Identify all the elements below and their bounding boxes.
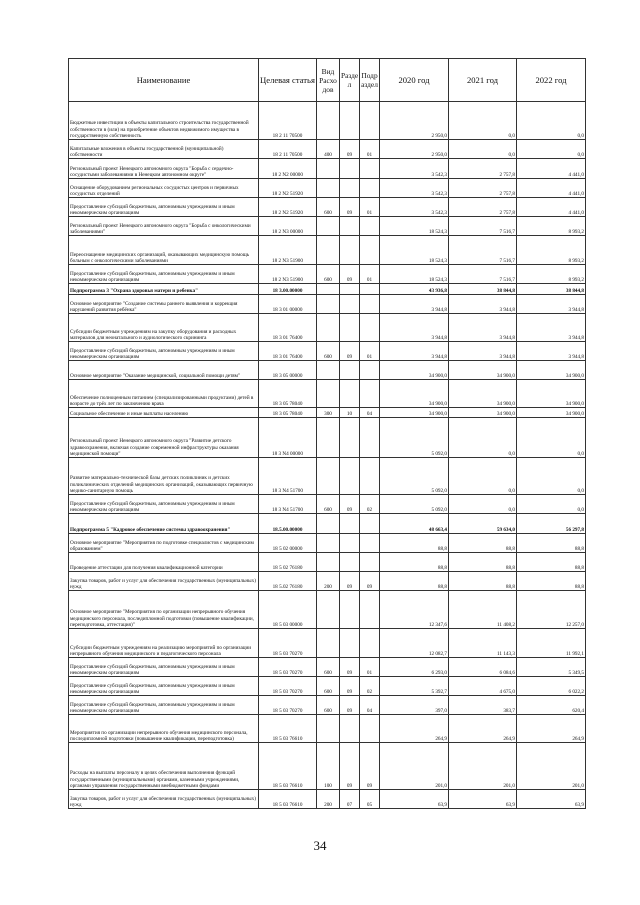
table-row	[69, 572, 586, 591]
row-value-2020: 201,0	[380, 743, 449, 790]
row-target-article: 18 3 N4 51700	[259, 495, 317, 514]
table-row	[69, 495, 586, 514]
table-row	[69, 790, 586, 809]
row-value-2020: 18 524,3	[380, 217, 449, 236]
row-value-2021: 7 516,7	[449, 236, 517, 265]
row-target-article: 18 5 03 76610	[259, 790, 317, 809]
table-row	[69, 696, 586, 715]
row-value-2021: 0,0	[449, 418, 517, 458]
row-value-2020: 3 944,8	[380, 314, 449, 342]
row-target-article: 18.5.00.00000	[259, 514, 317, 534]
row-value-2022: 8 993,2	[517, 236, 586, 265]
row-subsection	[360, 715, 380, 743]
row-expense-type: 200	[317, 572, 340, 591]
row-value-2022: 3 944,8	[517, 314, 586, 342]
row-value-2020: 34 900,0	[380, 408, 449, 418]
table-row	[69, 658, 586, 677]
header-subsection: Подр аздел	[360, 59, 380, 102]
row-expense-type	[317, 629, 340, 658]
table-row	[69, 715, 586, 743]
row-value-2021: 0,0	[449, 140, 517, 159]
row-target-article: 18 3 05 78040	[259, 380, 317, 408]
row-value-2022: 0,0	[517, 418, 586, 458]
row-subsection	[360, 553, 380, 572]
table-row	[69, 102, 586, 140]
row-name: Субсидии бюджетным учреждениям на реализацию мероприятий по организации непрерывного обучения медицинского и педагогического персонала	[69, 629, 259, 658]
row-section: 09	[340, 495, 360, 514]
row-value-2021: 59 634,0	[449, 514, 517, 534]
row-subsection: 05	[360, 790, 380, 809]
row-target-article: 18 2 N2 00000	[259, 159, 317, 179]
row-target-article: 18 5 03 76610	[259, 715, 317, 743]
row-subsection: 04	[360, 408, 380, 418]
row-target-article: 18 5 02 00000	[259, 534, 317, 553]
budget-table	[68, 58, 586, 809]
row-value-2021: 3 944,8	[449, 342, 517, 361]
row-value-2022: 201,0	[517, 743, 586, 790]
header-year-2020: 2020 год	[380, 59, 449, 102]
row-expense-type: 100	[317, 743, 340, 790]
row-value-2022: 264,9	[517, 715, 586, 743]
row-target-article: 18 3.00.00000	[259, 284, 317, 295]
row-value-2020: 2 950,0	[380, 102, 449, 140]
row-value-2022: 88,8	[517, 534, 586, 553]
row-expense-type	[317, 361, 340, 380]
table-row	[69, 418, 586, 458]
row-expense-type: 600	[317, 658, 340, 677]
header-section: Разде л	[340, 59, 360, 102]
row-expense-type	[317, 284, 340, 295]
row-expense-type	[317, 314, 340, 342]
row-value-2020: 43 936,8	[380, 284, 449, 295]
row-expense-type	[317, 534, 340, 553]
row-value-2022: 0,0	[517, 458, 586, 495]
row-target-article: 18 5 03 70270	[259, 696, 317, 715]
row-target-article: 18 3 05 78040	[259, 408, 317, 418]
row-expense-type: 600	[317, 495, 340, 514]
row-value-2020: 3 542,3	[380, 179, 449, 198]
row-value-2021: 38 844,8	[449, 284, 517, 295]
row-value-2022: 6 022,2	[517, 677, 586, 696]
budget-page	[68, 58, 585, 809]
row-subsection	[360, 159, 380, 179]
row-expense-type: 600	[317, 198, 340, 217]
row-section: 09	[340, 198, 360, 217]
row-name: Развитие материально-технической базы детских поликлиник и детских поликлинических отделений медицинских организаций, оказывающих первичную медико-санитарную помощь	[69, 458, 259, 495]
header-target-article: Целевая статья	[259, 59, 317, 102]
row-subsection: 09	[360, 572, 380, 591]
row-section: 10	[340, 408, 360, 418]
row-value-2020: 3 542,3	[380, 159, 449, 179]
row-subsection: 01	[360, 198, 380, 217]
row-value-2021: 7 516,7	[449, 265, 517, 284]
row-value-2021: 3 944,8	[449, 295, 517, 314]
row-name: Закупка товаров, работ и услуг для обеспечения государственных (муниципальных) нужд	[69, 572, 259, 591]
row-value-2021: 0,0	[449, 102, 517, 140]
table-row	[69, 458, 586, 495]
row-section	[340, 179, 360, 198]
row-value-2020: 3 944,8	[380, 295, 449, 314]
row-target-article: 18 3 01 76400	[259, 342, 317, 361]
row-expense-type: 600	[317, 696, 340, 715]
row-section	[340, 534, 360, 553]
table-row	[69, 591, 586, 629]
row-expense-type: 600	[317, 342, 340, 361]
row-subsection	[360, 418, 380, 458]
row-name: Капитальные вложения в объекты государственной (муниципальной) собственности	[69, 140, 259, 159]
row-value-2020: 48 663,4	[380, 514, 449, 534]
row-value-2020: 5 092,0	[380, 458, 449, 495]
row-name: Основное мероприятие "Мероприятия по подготовке специалистов с медицинским образованием"	[69, 534, 259, 553]
row-value-2022: 3 944,8	[517, 295, 586, 314]
table-row	[69, 380, 586, 408]
row-section: 09	[340, 696, 360, 715]
row-subsection	[360, 314, 380, 342]
row-expense-type: 600	[317, 265, 340, 284]
row-value-2020: 6 293,0	[380, 658, 449, 677]
row-value-2022: 3 944,8	[517, 342, 586, 361]
table-row	[69, 265, 586, 284]
row-name: Бюджетные инвестиции в объекты капитального строительства государственной собственности в (или) на приобретение объектов недвижимого имущества в государственную собственность	[69, 102, 259, 140]
row-expense-type	[317, 458, 340, 495]
row-section	[340, 458, 360, 495]
row-target-article: 18 5 03 70270	[259, 629, 317, 658]
row-name: Оснащение оборудованием региональных сосудистых центров и первичных сосудистых отделений	[69, 179, 259, 198]
row-value-2022: 11 992,1	[517, 629, 586, 658]
row-value-2020: 12 082,7	[380, 629, 449, 658]
row-name: Предоставление субсидий бюджетным, автономным учреждениям и иным некоммерческим организациям	[69, 495, 259, 514]
table-row	[69, 217, 586, 236]
row-target-article: 18 2 N2 51920	[259, 198, 317, 217]
row-name: Основное мероприятие "Оказание медицинской, социальной помощи детям"	[69, 361, 259, 380]
row-subsection	[360, 534, 380, 553]
table-row	[69, 408, 586, 418]
row-subsection	[360, 380, 380, 408]
row-subsection: 02	[360, 677, 380, 696]
header-year-2021: 2021 год	[449, 59, 517, 102]
table-row	[69, 534, 586, 553]
row-value-2022: 4 441,0	[517, 198, 586, 217]
row-section	[340, 361, 360, 380]
row-section	[340, 159, 360, 179]
row-name: Переоснащение медицинских организаций, оказывающих медицинскую помощь больным с онкологическими заболеваниями	[69, 236, 259, 265]
row-value-2020: 88,8	[380, 553, 449, 572]
row-section	[340, 102, 360, 140]
row-expense-type	[317, 715, 340, 743]
row-section	[340, 418, 360, 458]
row-section: 09	[340, 140, 360, 159]
row-subsection	[360, 179, 380, 198]
table-row	[69, 514, 586, 534]
row-target-article: 18 5 03 70270	[259, 677, 317, 696]
row-section: 09	[340, 572, 360, 591]
table-row	[69, 284, 586, 295]
row-target-article: 18 2 N3 51900	[259, 236, 317, 265]
row-value-2022: 38 844,8	[517, 284, 586, 295]
row-expense-type	[317, 179, 340, 198]
row-subsection	[360, 295, 380, 314]
row-value-2021: 2 757,8	[449, 198, 517, 217]
table-row	[69, 198, 586, 217]
row-expense-type	[317, 217, 340, 236]
row-value-2022: 12 257,0	[517, 591, 586, 629]
row-expense-type	[317, 514, 340, 534]
row-value-2021: 88,8	[449, 534, 517, 553]
row-target-article: 18 2 N3 51900	[259, 265, 317, 284]
table-row	[69, 342, 586, 361]
row-expense-type: 200	[317, 790, 340, 809]
row-value-2022: 8 993,2	[517, 265, 586, 284]
row-name: Региональный проект Ненецкого автономного округа "Борьба с сердечно-сосудистыми заболеваниями в Ненецком автономном округе"	[69, 159, 259, 179]
row-target-article: 18 2 11 70500	[259, 102, 317, 140]
row-expense-type: 600	[317, 677, 340, 696]
row-subsection: 01	[360, 140, 380, 159]
table-row	[69, 140, 586, 159]
row-value-2020: 2 950,0	[380, 140, 449, 159]
row-subsection: 04	[360, 696, 380, 715]
row-name: Предоставление субсидий бюджетным, автономным учреждениям и иным некоммерческим организациям	[69, 677, 259, 696]
table-row	[69, 677, 586, 696]
row-expense-type	[317, 236, 340, 265]
row-value-2022: 4 441,0	[517, 179, 586, 198]
row-value-2020: 12 347,6	[380, 591, 449, 629]
row-expense-type	[317, 418, 340, 458]
row-target-article: 18 3 N4 00000	[259, 418, 317, 458]
row-expense-type: 300	[317, 408, 340, 418]
row-target-article: 18 3 01 00000	[259, 295, 317, 314]
row-target-article: 18 5 03 70270	[259, 658, 317, 677]
row-expense-type	[317, 102, 340, 140]
table-row	[69, 314, 586, 342]
row-value-2021: 34 900,0	[449, 361, 517, 380]
row-value-2021: 34 900,0	[449, 380, 517, 408]
table-row	[69, 361, 586, 380]
table-row	[69, 553, 586, 572]
row-section	[340, 380, 360, 408]
row-name: Предоставление субсидий бюджетным, автономным учреждениям и иным некоммерческим организациям	[69, 342, 259, 361]
row-section: 09	[340, 342, 360, 361]
row-value-2020: 3 944,8	[380, 342, 449, 361]
table-header-row	[69, 59, 586, 102]
row-value-2020: 5 092,0	[380, 495, 449, 514]
row-expense-type	[317, 553, 340, 572]
row-subsection: 01	[360, 342, 380, 361]
row-value-2020: 18 524,3	[380, 265, 449, 284]
row-value-2020: 5 092,0	[380, 418, 449, 458]
row-target-article: 18 5.02 76180	[259, 572, 317, 591]
row-target-article: 18 5 02 76180	[259, 553, 317, 572]
row-value-2021: 34 900,0	[449, 408, 517, 418]
row-expense-type: 400	[317, 140, 340, 159]
row-subsection	[360, 217, 380, 236]
row-subsection	[360, 361, 380, 380]
row-value-2022: 88,8	[517, 572, 586, 591]
row-value-2022: 88,8	[517, 553, 586, 572]
row-value-2020: 264,9	[380, 715, 449, 743]
row-value-2021: 0,0	[449, 458, 517, 495]
row-name: Основное мероприятие "Создание системы раннего выявления и коррекция нарушений развития ребёнка"	[69, 295, 259, 314]
header-expense-type: Вид Расхо дов	[317, 59, 340, 102]
row-target-article: 18 5 03 00000	[259, 591, 317, 629]
row-name: Предоставление субсидий бюджетным, автономным учреждениям и иным некоммерческим организациям	[69, 265, 259, 284]
row-name: Субсидии бюджетным учреждениям на закупку оборудования и расходных материалов для неонатального и аудиологического скрининга	[69, 314, 259, 342]
row-expense-type	[317, 295, 340, 314]
row-target-article: 18 3 01 76400	[259, 314, 317, 342]
row-value-2021: 2 757,8	[449, 179, 517, 198]
header-name: Наименование	[69, 59, 259, 102]
row-subsection: 01	[360, 658, 380, 677]
header-year-2022: 2022 год	[517, 59, 586, 102]
row-subsection	[360, 102, 380, 140]
row-value-2022: 0,0	[517, 140, 586, 159]
row-value-2020: 34 900,0	[380, 361, 449, 380]
row-name: Закупка товаров, работ и услуг для обеспечения государственных (муниципальных) нужд	[69, 790, 259, 809]
row-value-2022: 8 993,2	[517, 217, 586, 236]
row-target-article: 18 5 03 76610	[259, 743, 317, 790]
row-value-2021: 201,0	[449, 743, 517, 790]
row-value-2021: 0,0	[449, 495, 517, 514]
row-subsection	[360, 629, 380, 658]
table-row	[69, 743, 586, 790]
row-value-2021: 3 944,8	[449, 314, 517, 342]
row-value-2020: 88,8	[380, 534, 449, 553]
table-row	[69, 179, 586, 198]
row-value-2022: 5 349,5	[517, 658, 586, 677]
row-name: Подпрограмма 5 "Кадровое обеспечение системы здравоохранения"	[69, 514, 259, 534]
row-section	[340, 217, 360, 236]
row-name: Обеспечение полноценным питанием (специализированными продуктами) детей в возрасте до трёх лет по заключению врача	[69, 380, 259, 408]
row-value-2021: 11 408,2	[449, 591, 517, 629]
row-section: 09	[340, 743, 360, 790]
row-value-2021: 88,8	[449, 572, 517, 591]
row-subsection: 09	[360, 743, 380, 790]
row-section	[340, 629, 360, 658]
row-value-2021: 7 516,7	[449, 217, 517, 236]
row-section	[340, 553, 360, 572]
row-value-2022: 620,4	[517, 696, 586, 715]
row-value-2020: 34 900,0	[380, 380, 449, 408]
row-value-2022: 34 900,0	[517, 361, 586, 380]
row-section: 09	[340, 658, 360, 677]
row-value-2021: 264,9	[449, 715, 517, 743]
row-section: 09	[340, 677, 360, 696]
row-target-article: 18 3 N4 51700	[259, 458, 317, 495]
row-expense-type	[317, 159, 340, 179]
row-value-2022: 34 900,0	[517, 408, 586, 418]
row-expense-type	[317, 591, 340, 629]
row-value-2021: 383,7	[449, 696, 517, 715]
row-value-2022: 0,0	[517, 495, 586, 514]
row-expense-type	[317, 380, 340, 408]
table-row	[69, 629, 586, 658]
row-value-2021: 88,8	[449, 553, 517, 572]
row-value-2021: 6 084,6	[449, 658, 517, 677]
row-value-2022: 34 900,0	[517, 380, 586, 408]
row-value-2020: 3 542,3	[380, 198, 449, 217]
row-name: Социальное обеспечение и иные выплаты населению	[69, 408, 259, 418]
row-name: Основное мероприятие "Мероприятия по организации непрерывного обучения медицинского персонала, последипломной подготовки (повышение квалификации, переподготовка, аттестация)"	[69, 591, 259, 629]
row-value-2022: 56 297,8	[517, 514, 586, 534]
row-value-2020: 63,9	[380, 790, 449, 809]
row-section	[340, 514, 360, 534]
row-section: 09	[340, 265, 360, 284]
row-section	[340, 295, 360, 314]
row-target-article: 18 2 11 70500	[259, 140, 317, 159]
row-section	[340, 284, 360, 295]
row-subsection	[360, 591, 380, 629]
table-row	[69, 159, 586, 179]
row-name: Региональный проект Ненецкого автономного округа "Развитие детского здравоохранения, включая создание современной инфраструктуры оказания медицинской помощи"	[69, 418, 259, 458]
row-section	[340, 715, 360, 743]
row-name: Предоставление субсидий бюджетным, автономным учреждениям и иным некоммерческим организациям	[69, 198, 259, 217]
row-section	[340, 236, 360, 265]
row-name: Региональный проект Ненецкого автономного округа "Борьба с онкологическими заболеваниями"	[69, 217, 259, 236]
page-number: 34	[313, 838, 327, 853]
row-subsection	[360, 458, 380, 495]
row-name: Предоставление субсидий бюджетным, автономным учреждениям и иным некоммерческим организациям	[69, 658, 259, 677]
row-subsection: 02	[360, 495, 380, 514]
row-target-article: 18 2 N3 00000	[259, 217, 317, 236]
row-section: 07	[340, 790, 360, 809]
row-subsection	[360, 236, 380, 265]
row-target-article: 18 3 05 00000	[259, 361, 317, 380]
row-section	[340, 314, 360, 342]
row-value-2021: 63,9	[449, 790, 517, 809]
row-name: Предоставление субсидий бюджетным, автономным учреждениям и иным некоммерческим организациям	[69, 696, 259, 715]
row-value-2020: 88,8	[380, 572, 449, 591]
row-value-2022: 0,0	[517, 102, 586, 140]
row-name: Расходы на выплаты персоналу в целях обеспечения выполнения функций государственными (муниципальными) органами, казенными учреждениями, органами управления государственными внебюджетными фондами	[69, 743, 259, 790]
table-row	[69, 295, 586, 314]
row-name: Мероприятия по организации непрерывного обучения медицинского персонала, последипломной подготовки (повышение квалификации, переподготовка)	[69, 715, 259, 743]
row-name: Подпрограмма 3 "Охрана здоровья матери и ребенка"	[69, 284, 259, 295]
row-value-2022: 63,9	[517, 790, 586, 809]
row-value-2021: 11 143,3	[449, 629, 517, 658]
row-value-2020: 18 524,3	[380, 236, 449, 265]
row-target-article: 18 2 N2 51920	[259, 179, 317, 198]
row-value-2020: 5 392,7	[380, 677, 449, 696]
row-subsection	[360, 284, 380, 295]
table-body	[69, 102, 586, 809]
row-subsection	[360, 514, 380, 534]
row-value-2020: 397,0	[380, 696, 449, 715]
row-subsection: 01	[360, 265, 380, 284]
row-value-2022: 4 441,0	[517, 159, 586, 179]
row-value-2021: 2 757,8	[449, 159, 517, 179]
table-row	[69, 236, 586, 265]
row-value-2021: 4 675,0	[449, 677, 517, 696]
row-section	[340, 591, 360, 629]
row-name: Проведение аттестации для получения квалификационной категории	[69, 553, 259, 572]
